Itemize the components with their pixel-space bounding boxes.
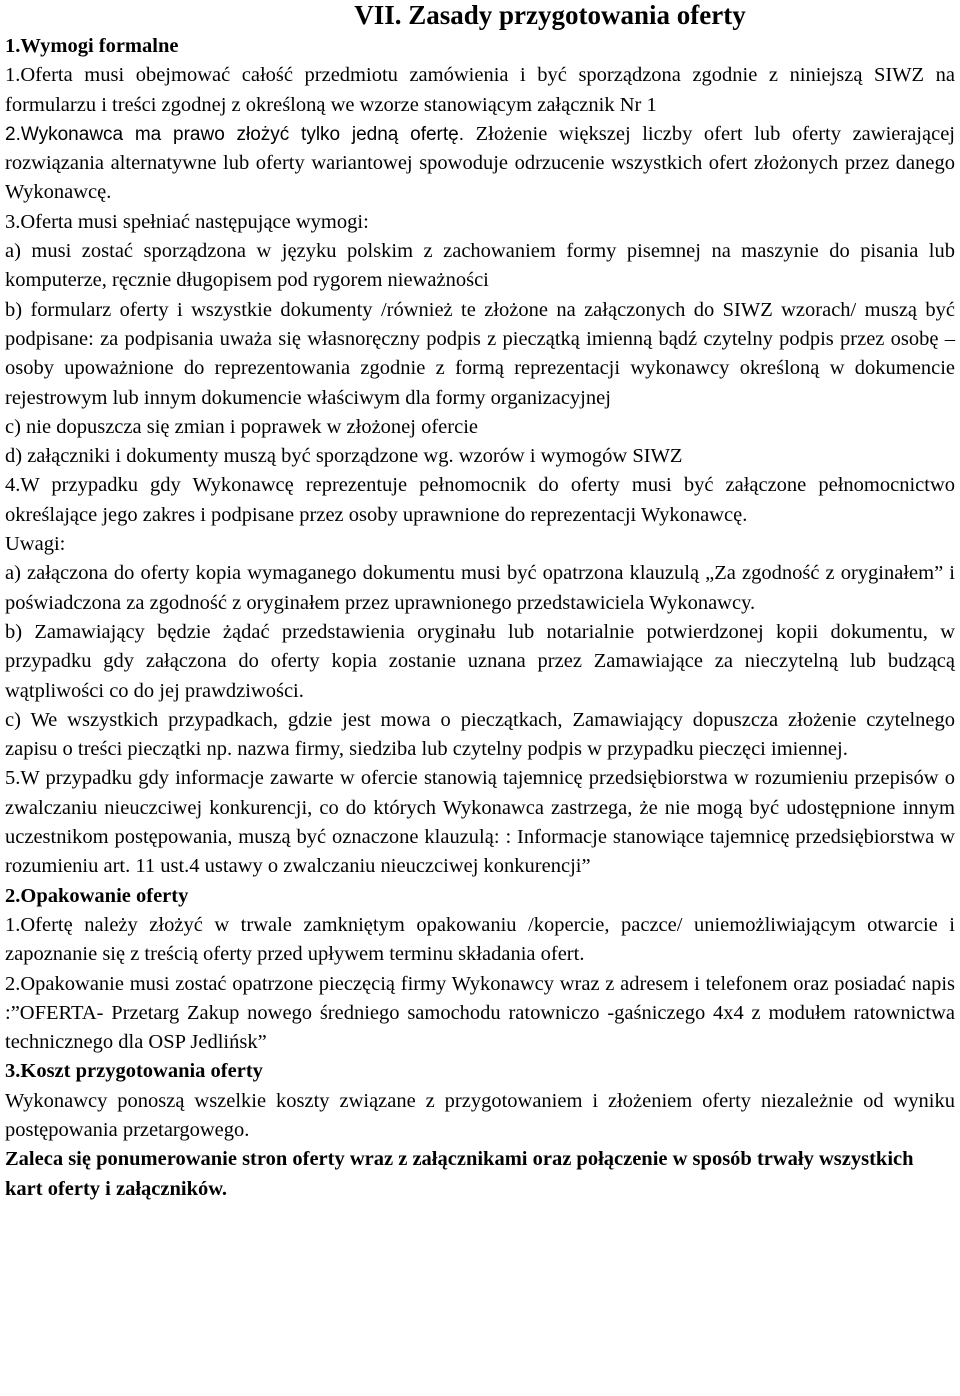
section-1-paragraph-2 — [5, 120, 955, 208]
section-2-paragraph-1: 1.Ofertę należy złożyć w trwale zamkniętym opakowaniu /kopercie, paczce/ uniemożliwiającym otwarcie i zapoznanie się z treścią oferty przed upływem terminu składania ofert. — [5, 913, 955, 966]
remark-a: a) załączona do oferty kopia wymaganego dokumentu musi być opatrzona klauzulą „Za zgodność z oryginałem” i poświadczona za zgodność z oryginałem przez uprawnionego przedstawiciela Wykonawcy. — [5, 562, 955, 614]
section-3-heading: 3.Koszt przygotowania oferty — [5, 1060, 263, 1083]
section-3-bold-note: Zaleca się ponumerowanie stron oferty wraz z załącznikami oraz połączenie w sposób trwały wszystkich kart oferty i załączników. — [5, 1148, 914, 1200]
section-3-paragraph-1: Wykonawcy ponoszą wszelkie koszty związane z przygotowaniem i złożeniem oferty niezależnie od wyniku postępowania przetargowego. — [5, 1089, 955, 1141]
section-1-paragraph-1: 1.Oferta musi obejmować całość przedmiotu zamówienia i być sporządzona zgodnie z niniejszą SIWZ na formularzu i treści zgodnej z określoną we wzorze stanowiącym załącznik Nr 1 — [5, 64, 955, 116]
requirement-a: a) musi zostać sporządzona w języku polskim z zachowaniem formy pisemnej na maszynie do pisania lub komputerze, ręcznie długopisem pod rygorem nieważności — [5, 240, 955, 292]
section-1-paragraph-4: 4.W przypadku gdy Wykonawcę reprezentuje pełnomocnik do oferty musi być załączone pełnomocnictwo określające jego zakres i podpisane przez osoby uprawnione do reprezentacji Wykonawcę. — [5, 474, 955, 526]
document-title: VII. Zasady przygotowania oferty — [354, 0, 746, 30]
section-2-paragraph-2: 2.Opakowanie musi zostać opatrzone pieczęcią firmy Wykonawcy wraz z adresem i telefonem oraz posiadać napis :”OFERTA- Przetarg Zakup nowego średniego samochodu ratowniczo -gaśniczego 4x4 z modułem ratownictwa technicznego dla OSP Jedlińsk” — [5, 972, 955, 1054]
remark-b: b) Zamawiający będzie żądać przedstawienia oryginału lub notarialnie potwierdzonej kopii dokumentu, w przypadku gdy załączona do oferty kopia zostanie uznana przez Zamawiające za nieczytelną lub budzącą wątpliwości co do jej prawdziwości. — [5, 620, 955, 702]
document-page — [5, 0, 955, 1204]
remark-c: c) We wszystkich przypadkach, gdzie jest mowa o pieczątkach, Zamawiający dopuszcza złożenie czytelnego zapisu o treści pieczątki np. nazwa firmy, siedziba lub czytelny podpis w przypadku pieczęci imiennej. — [5, 708, 955, 761]
section-1-heading: 1.Wymogi formalne — [5, 35, 179, 57]
section-1-paragraph-3: 3.Oferta musi spełniać następujące wymogi: — [5, 210, 369, 233]
requirement-d: d) załączniki i dokumenty muszą być sporządzone wg. wzorów i wymogów SIWZ — [5, 445, 683, 468]
paragraph-2-rest: Złożenie większej liczby ofert lub oferty zawierającej rozwiązania alternatywne lub oferty wariantowej spowoduje odrzucenie wszystkich ofert złożonych przez danego Wykonawcę. — [5, 122, 955, 204]
remarks-label: Uwagi: — [5, 533, 66, 556]
section-1-paragraph-5: 5.W przypadku gdy informacje zawarte w ofercie stanowią tajemnicę przedsiębiorstwa w rozumieniu przepisów o zwalczaniu nieuczciwej konkurencji, co do których Wykonawca zastrzega, że nie mogą być udostępnione innym uczestnikom postępowania, muszą być oznaczone klauzulą: : Informacje stanowiące tajemnicę przedsiębiorstwa w rozumieniu art. 11 ust.4 ustawy o zwalczaniu nieuczciwej konkurencji” — [5, 767, 955, 878]
paragraph-2-lead: 2.Wykonawca ma prawo złożyć tylko jedną ofertę. — [5, 123, 464, 145]
requirement-b: b) formularz oferty i wszystkie dokumenty /również te złożone na załączonych do SIWZ wzorach/ muszą być podpisane: za podpisania uważa się własnoręczny podpis z pieczątką imienną bądź czytelny podpis przez osobę – osoby upoważnione do reprezentowania zgodnie z formą reprezentacji wykonawcy określoną w dokumencie rejestrowym lub innym dokumencie właściwym dla formy organizacyjnej — [5, 298, 955, 409]
requirement-c: c) nie dopuszcza się zmian i poprawek w złożonej ofercie — [5, 415, 478, 438]
section-2-heading: 2.Opakowanie oferty — [5, 884, 189, 907]
